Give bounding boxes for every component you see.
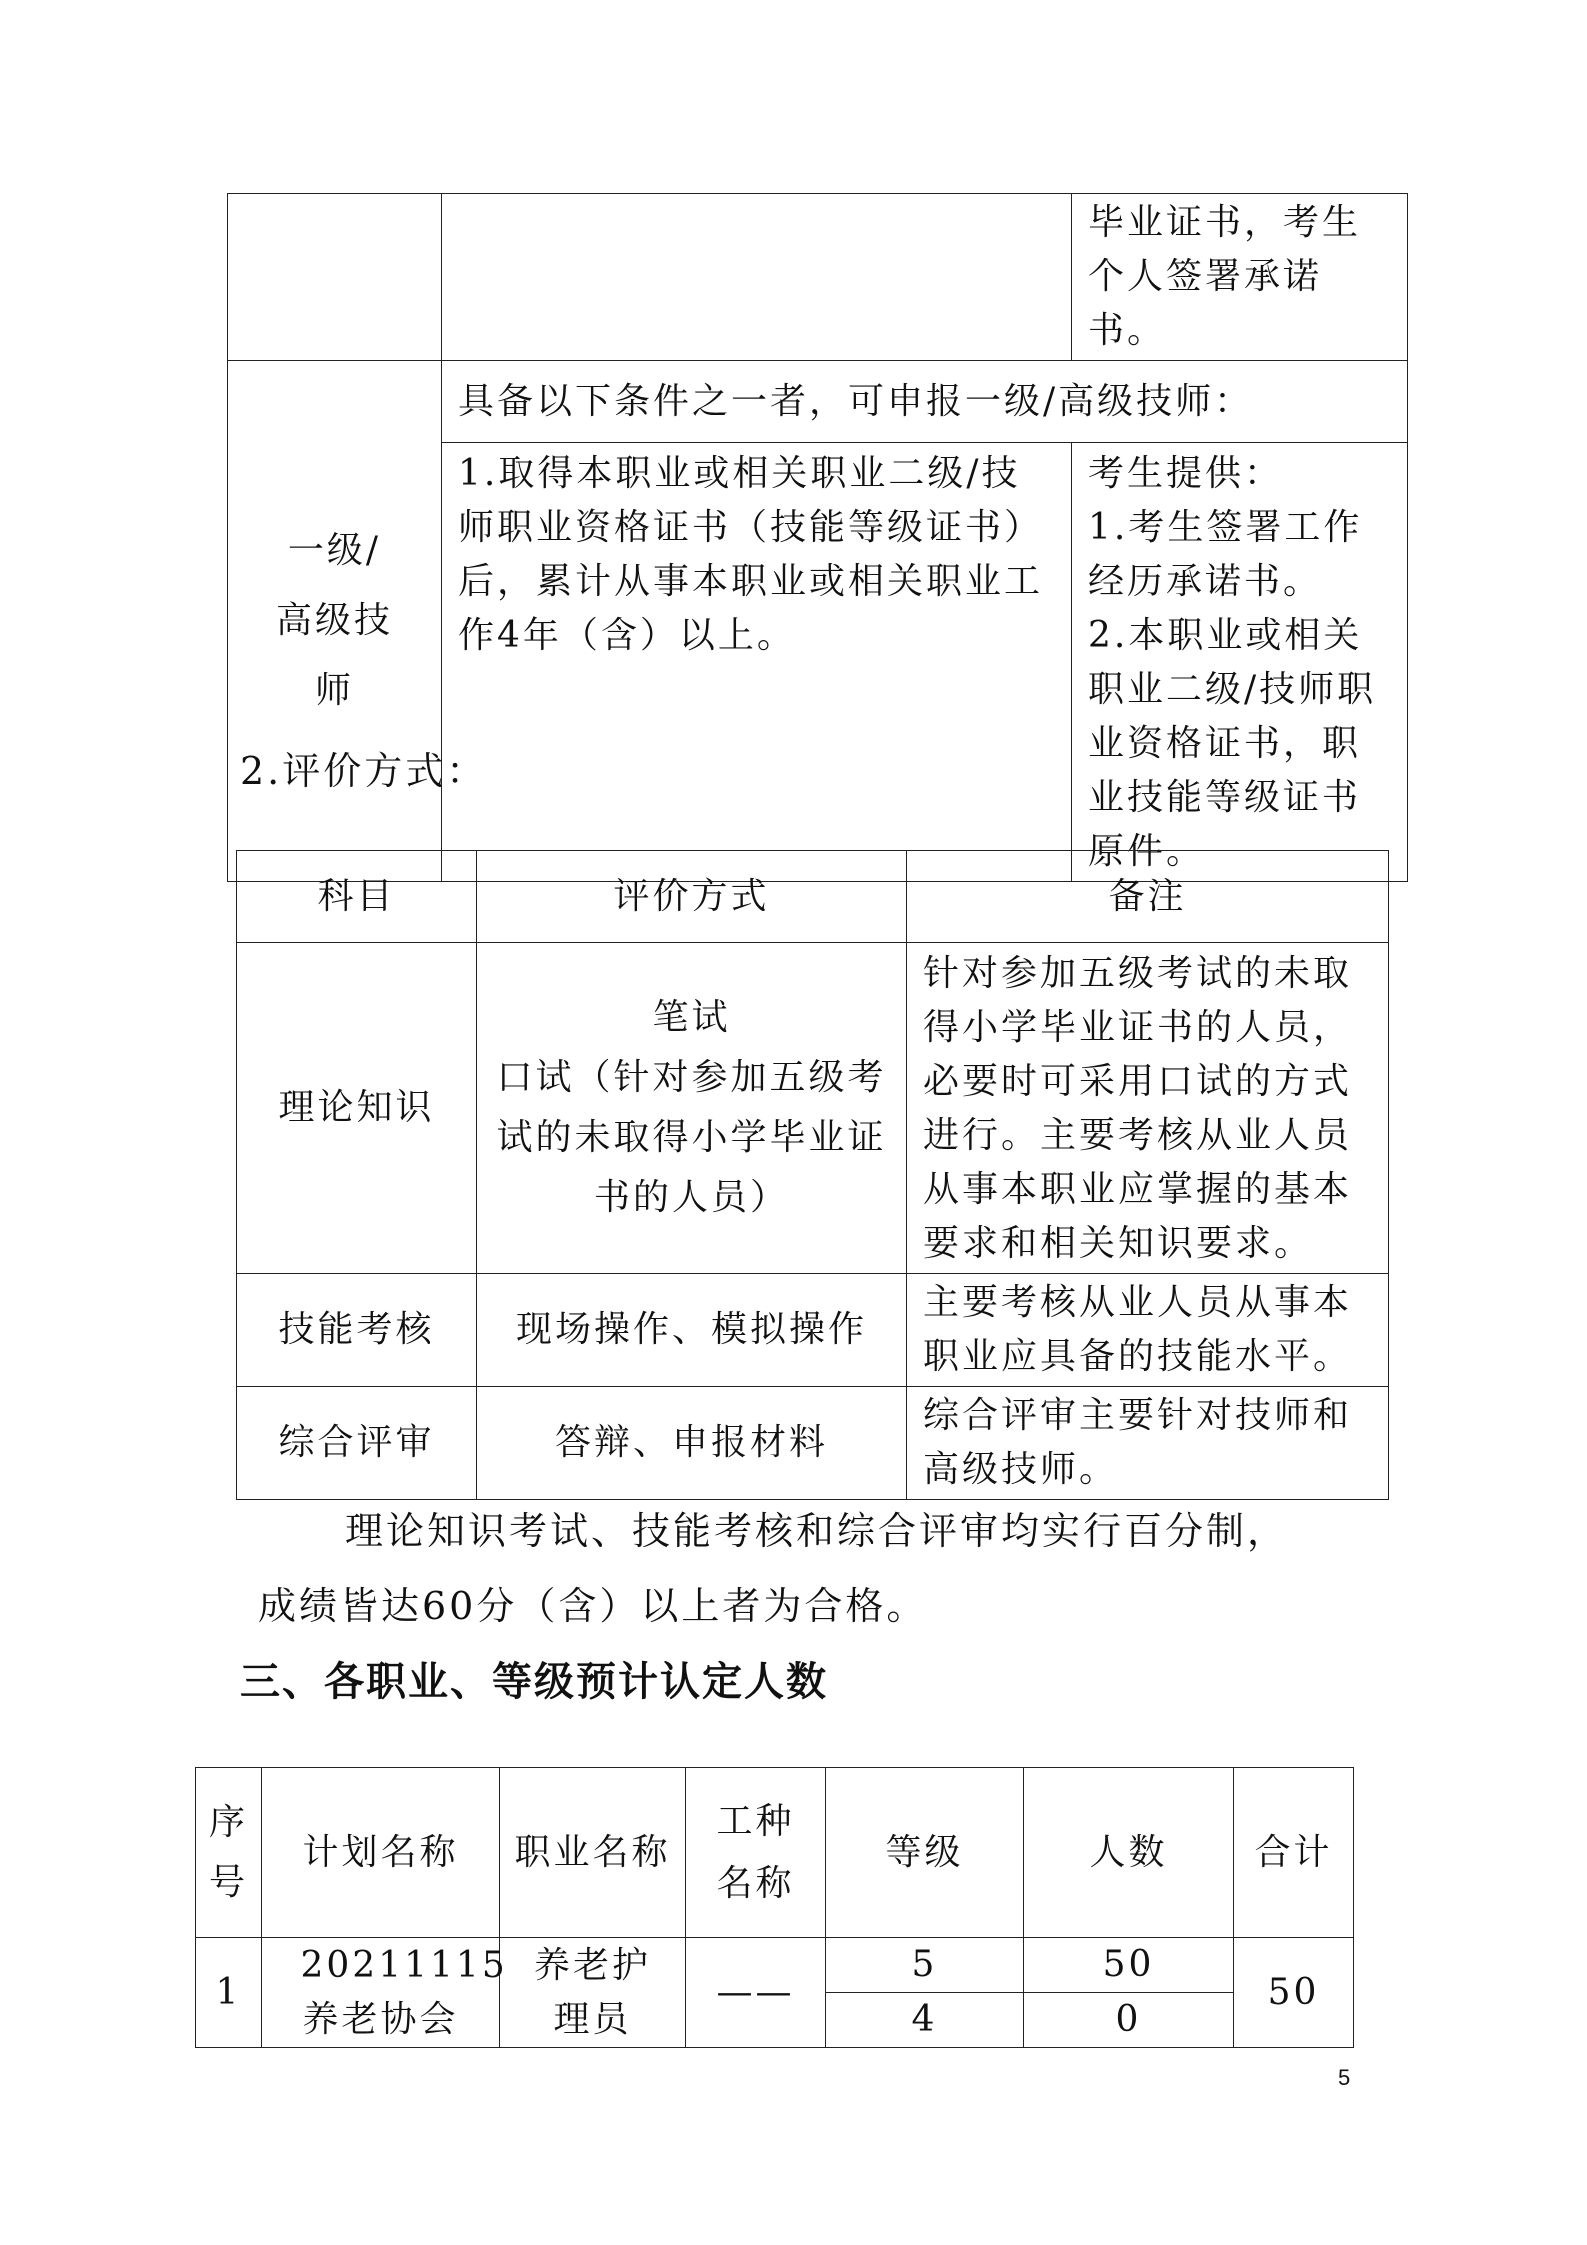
row-count-2: 0 — [1024, 1993, 1234, 2048]
provide-title: 考生提供： — [1088, 453, 1284, 494]
condition-cell-empty — [442, 194, 1072, 361]
header-subject: 科目 — [237, 851, 477, 943]
theory-method-written: 笔试 — [652, 997, 731, 1038]
row-occupation: 养老护理员 — [500, 1938, 686, 2048]
section-2-heading: 2.评价方式： — [240, 749, 488, 793]
skill-note: 主要考核从业人员从事本职业应具备的技能水平。 — [907, 1274, 1389, 1387]
header-no: 序号 — [196, 1768, 262, 1938]
row-count-1: 50 — [1024, 1938, 1234, 1993]
skill-subject: 技能考核 — [237, 1274, 477, 1387]
header-method: 评价方式 — [477, 851, 907, 943]
level-cell — [228, 361, 442, 882]
row-no: 1 — [196, 1938, 262, 2048]
review-note: 综合评审主要针对技师和高级技师。 — [907, 1387, 1389, 1500]
section-3-heading: 三、各职业、等级预计认定人数 — [240, 1659, 828, 1705]
header-occupation: 职业名称 — [500, 1768, 686, 1938]
header-level: 等级 — [826, 1768, 1024, 1938]
provide-item-2: 2.本职业或相关职业二级/技师职业资格证书，职业技能等级证书原件。 — [1088, 615, 1377, 872]
header-total: 合计 — [1234, 1768, 1354, 1938]
theory-note: 针对参加五级考试的未取得小学毕业证书的人员，必要时可采用口试的方式进行。主要考核从业人员从事本职业应掌握的基本要求和相关知识要求。 — [907, 943, 1389, 1274]
headcount-table — [195, 1767, 1354, 2048]
level-label: 一级/高级技师 — [275, 530, 393, 711]
theory-subject: 理论知识 — [237, 943, 477, 1274]
review-method: 答辩、申报材料 — [477, 1387, 907, 1500]
theory-method — [477, 943, 907, 1274]
row-type: —— — [686, 1938, 826, 2048]
theory-method-oral: 口试（针对参加五级考试的未取得小学毕业证书的人员） — [496, 1057, 887, 1218]
skill-method: 现场操作、模拟操作 — [477, 1274, 907, 1387]
scoring-paragraph-line-2: 成绩皆达60分（含）以上者为合格。 — [258, 1584, 928, 1628]
page-number: 5 — [1338, 2065, 1351, 2090]
row-total: 50 — [1234, 1938, 1354, 2048]
header-type: 工种名称 — [686, 1768, 826, 1938]
scoring-paragraph-line-1: 理论知识考试、技能考核和综合评审均实行百分制， — [345, 1509, 1289, 1553]
review-subject: 综合评审 — [237, 1387, 477, 1500]
provide-cell-continued: 毕业证书，考生个人签署承诺书。 — [1072, 194, 1408, 361]
row-level-1: 5 — [826, 1938, 1024, 1993]
header-plan: 计划名称 — [262, 1768, 500, 1938]
row-level-2: 4 — [826, 1993, 1024, 2048]
provide-item-1: 1.考生签署工作经历承诺书。 — [1088, 507, 1363, 602]
row-plan: 20211115养老协会 — [262, 1938, 500, 2048]
header-note: 备注 — [907, 851, 1389, 943]
level-cell-empty — [228, 194, 442, 361]
header-count: 人数 — [1024, 1768, 1234, 1938]
evaluation-table — [236, 850, 1389, 1500]
level-intro: 具备以下条件之一者，可申报一级/高级技师： — [442, 361, 1408, 443]
condition-cell: 1.取得本职业或相关职业二级/技师职业资格证书（技能等级证书）后，累计从事本职业或相关职业工作4年（含）以上。 — [442, 443, 1072, 882]
provide-cell — [1072, 443, 1408, 882]
